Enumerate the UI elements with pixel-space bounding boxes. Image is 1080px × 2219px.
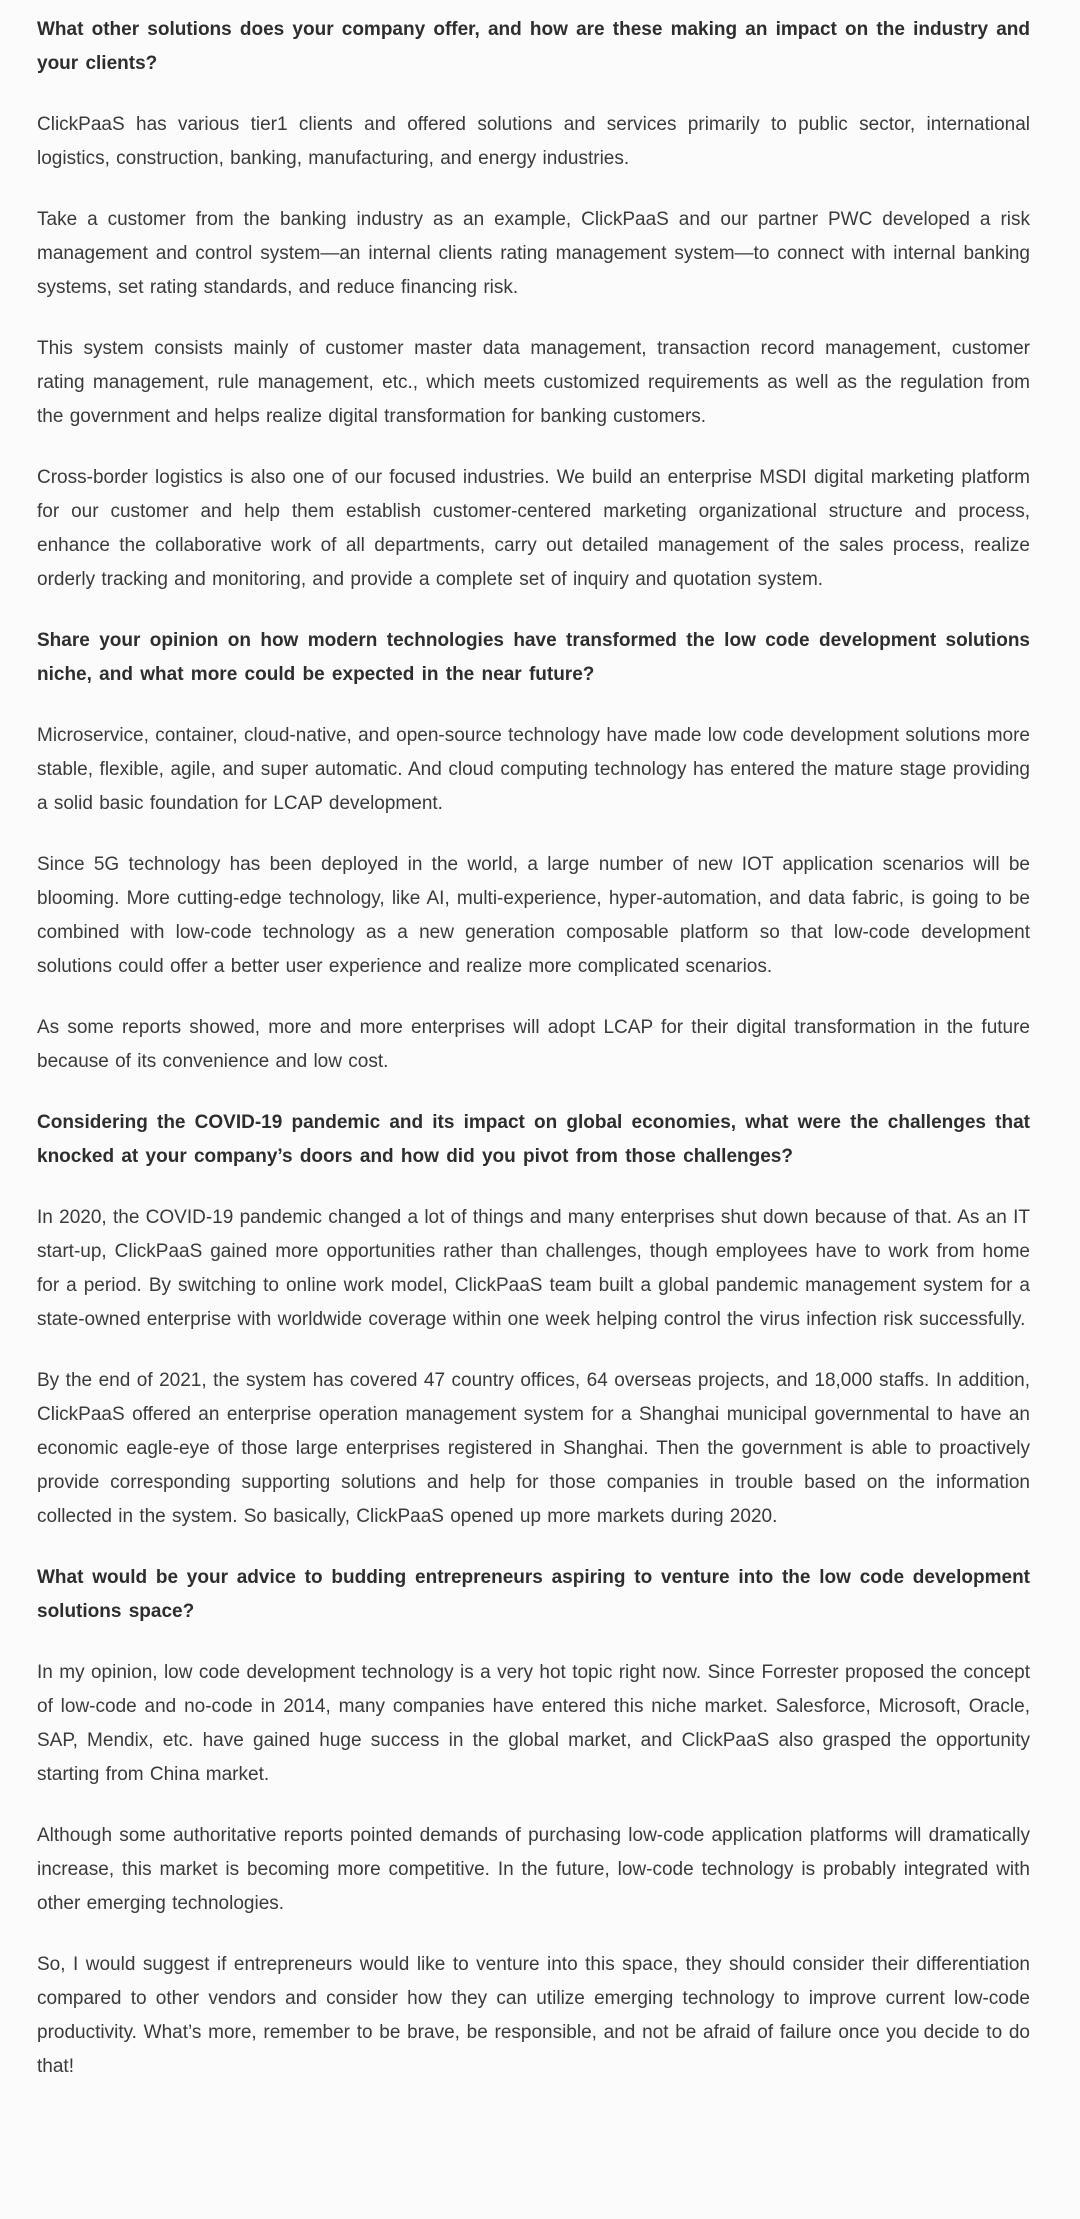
answer-paragraph: This system consists mainly of customer master data management, transaction record management, customer rating management, rule management, etc., which meets customized requirements as well as the regulation from the government and helps realize digital transformation for banking customers. [37,338,1030,427]
answer-paragraph: In my opinion, low code development technology is a very hot topic right now. Since Forrester proposed the concept of low-code and no-code in 2014, many companies have entered this niche market. Salesforce, Microsoft, Oracle, SAP, Mendix, etc. have gained huge success in the global market, and ClickPaaS also grasped the opportunity starting from China market. [37,1662,1030,1785]
answer-paragraph: As some reports showed, more and more enterprises will adopt LCAP for their digital transformation in the future because of its convenience and low cost. [37,1017,1030,1072]
interview-question: Share your opinion on how modern technologies have transformed the low code development solutions niche, and what more could be expected in the near future? [37,630,1030,685]
answer-paragraph: Although some authoritative reports pointed demands of purchasing low-code application platforms will dramatically increase, this market is becoming more competitive. In the future, low-code technology is probably integrated with other emerging technologies. [37,1825,1030,1914]
answer-paragraph: So, I would suggest if entrepreneurs would like to venture into this space, they should consider their differentiation compared to other vendors and consider how they can utilize emerging technology to improve current low-code productivity. What’s more, remember to be brave, be responsible, and not be afraid of failure once you decide to do that! [37,1954,1030,2077]
answer-paragraph: Microservice, container, cloud-native, and open-source technology have made low code development solutions more stable, flexible, agile, and super automatic. And cloud computing technology has entered the mature stage providing a solid basic foundation for LCAP development. [37,725,1030,814]
answer-paragraph: Since 5G technology has been deployed in the world, a large number of new IOT application scenarios will be blooming. More cutting-edge technology, like AI, multi-experience, hyper-automation, and data fabric, is going to be combined with low-code technology as a new generation composable platform so that low-code development solutions could offer a better user experience and realize more complicated scenarios. [37,854,1030,977]
answer-paragraph: ClickPaaS has various tier1 clients and offered solutions and services primarily to public sector, international logistics, construction, banking, manufacturing, and energy industries. [37,114,1030,169]
interview-question: Considering the COVID-19 pandemic and its impact on global economies, what were the challenges that knocked at your company’s doors and how did you pivot from those challenges? [37,1112,1030,1167]
answer-paragraph: Cross-border logistics is also one of our focused industries. We build an enterprise MSDI digital marketing platform for our customer and help them establish customer-centered marketing organizational structure and process, enhance the collaborative work of all departments, carry out detailed management of the sales process, realize orderly tracking and monitoring, and provide a complete set of inquiry and quotation system. [37,467,1030,590]
interview-question: What other solutions does your company offer, and how are these making an impact on the industry and your clients? [37,19,1030,74]
answer-paragraph: By the end of 2021, the system has covered 47 country offices, 64 overseas projects, and 18,000 staffs. In addition, ClickPaaS offered an enterprise operation management system for a Shanghai municipal governmental to have an economic eagle-eye of those large enterprises registered in Shanghai. Then the government is able to proactively provide corresponding supporting solutions and help for those companies in trouble based on the information collected in the system. So basically, ClickPaaS opened up more markets during 2020. [37,1370,1030,1527]
answer-paragraph: In 2020, the COVID-19 pandemic changed a lot of things and many enterprises shut down because of that. As an IT start-up, ClickPaaS gained more opportunities rather than challenges, though employees have to work from home for a period. By switching to online work model, ClickPaaS team built a global pandemic management system for a state-owned enterprise with worldwide coverage within one week helping control the virus infection risk successfully. [37,1207,1030,1330]
answer-paragraph: Take a customer from the banking industry as an example, ClickPaaS and our partner PWC developed a risk management and control system—an internal clients rating management system—to connect with internal banking systems, set rating standards, and reduce financing risk. [37,209,1030,298]
interview-question: What would be your advice to budding entrepreneurs aspiring to venture into the low code development solutions space? [37,1567,1030,1622]
